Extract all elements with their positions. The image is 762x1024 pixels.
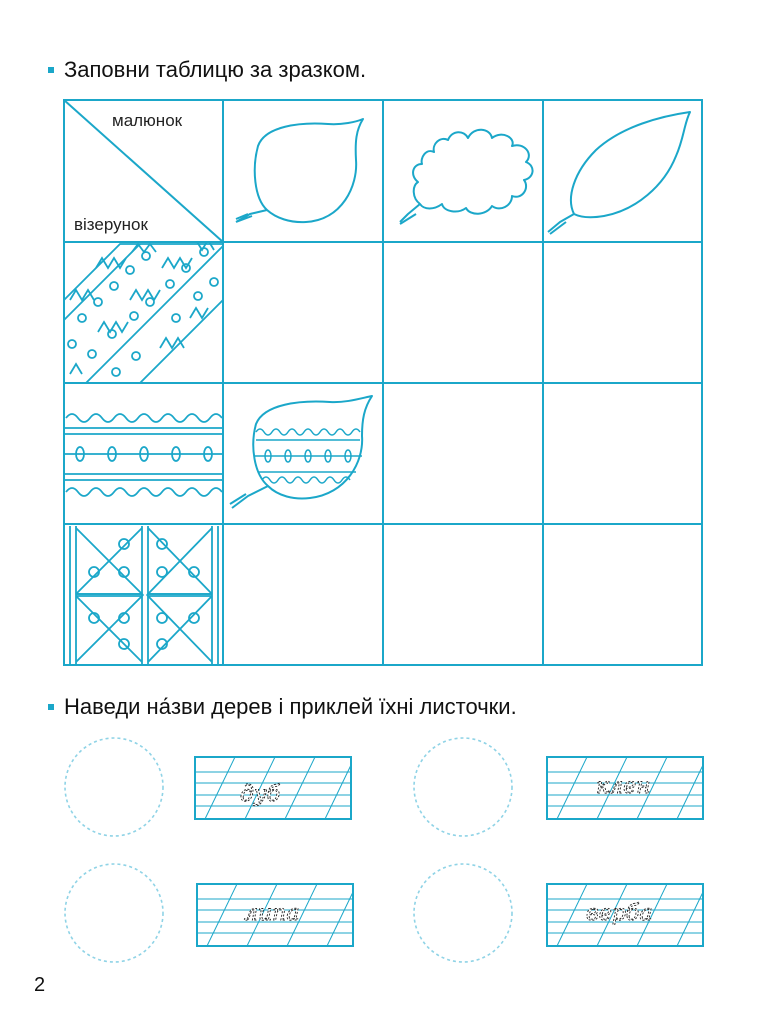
sticker-circle-1[interactable] (65, 738, 163, 836)
sticker-circle-3[interactable] (65, 864, 163, 962)
willow-leaf-icon (548, 112, 690, 234)
tree-name-1: дуб (240, 782, 281, 807)
task-2-instruction (48, 694, 517, 720)
writing-box-2 (547, 757, 703, 819)
tree-name-4: верба (586, 901, 653, 926)
task-1-text: Заповни таблицю за зразком. (64, 57, 367, 82)
page-number: 2 (34, 974, 46, 996)
writing-box-4 (547, 884, 703, 946)
pattern-2-waves (64, 414, 223, 496)
bullet-icon (48, 704, 54, 710)
writing-box-1 (195, 757, 351, 819)
sample-patterned-leaf-icon (230, 396, 372, 508)
sticker-circle-4[interactable] (414, 864, 512, 962)
pattern-1-diagonal (64, 240, 223, 383)
sticker-circle-2[interactable] (414, 738, 512, 836)
task-2-text: Наведи на́зви дерев і приклей їхні листочки. (64, 694, 517, 719)
header-top-label: малюнок (112, 111, 183, 130)
writing-box-3 (197, 884, 353, 946)
header-bottom-label: візерунок (74, 215, 148, 234)
oak-leaf-icon (400, 130, 533, 224)
birch-leaf-icon (236, 119, 363, 222)
tree-name-2: клен (596, 774, 651, 799)
pattern-3-triangles (70, 526, 218, 665)
pattern-table (64, 100, 702, 665)
tree-name-3: липа (244, 901, 300, 926)
